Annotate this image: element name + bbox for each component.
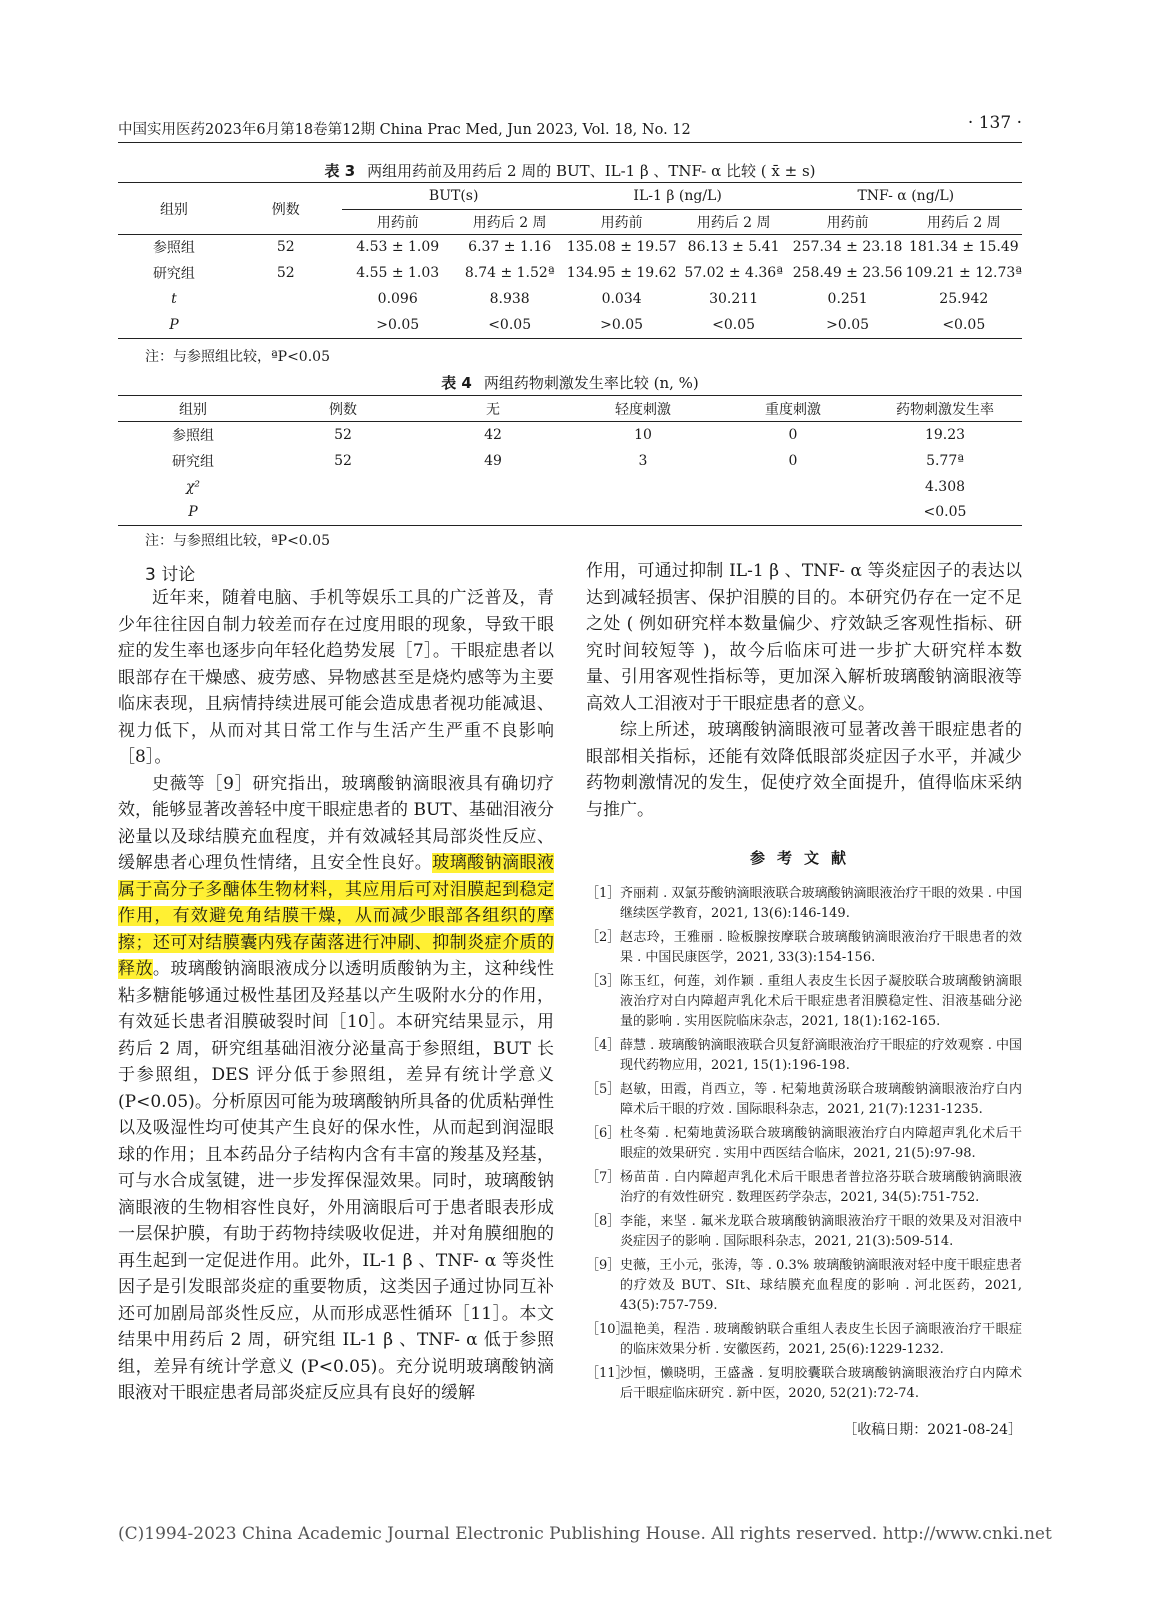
- table4-cell: <0.05: [923, 504, 967, 521]
- table3-cell: <0.05: [942, 316, 986, 333]
- table3-cell: 0.034: [601, 291, 642, 307]
- list-item: [586, 1320, 1022, 1360]
- list-item: [586, 1080, 1022, 1120]
- section-title: 3 讨论: [145, 565, 196, 585]
- ref-num: ［7］: [586, 1170, 621, 1185]
- header-rule: [118, 142, 1022, 143]
- list-item: [586, 1256, 1022, 1316]
- list-item: [586, 1364, 1022, 1404]
- table3-cell: 4.55 ± 1.03: [356, 265, 440, 281]
- table3-cell: >0.05: [376, 316, 420, 333]
- table3-row-label: t: [171, 291, 177, 307]
- table3-cell: 4.53 ± 1.09: [356, 239, 440, 256]
- ref-num: ［1］: [586, 886, 621, 901]
- ref-num: ［3］: [586, 974, 621, 989]
- table3-cell: 52: [276, 239, 295, 256]
- table3-sub: 用药前: [376, 214, 419, 231]
- table3-cell: 30.211: [709, 291, 759, 307]
- table3-title: 两组用药前及用药后 2 周的 BUT、IL-1 β 、TNF- α 比较 ( x̄ ± s): [367, 162, 816, 180]
- list-item: [586, 1124, 1022, 1164]
- table3-cell: 135.08 ± 19.57: [566, 239, 677, 256]
- table3-col-n: 例数: [271, 201, 300, 218]
- references-title: 参考文献: [749, 849, 858, 867]
- table3-cell: 8.938: [489, 291, 530, 307]
- table3-cell: 258.49 ± 23.56: [792, 265, 903, 281]
- table4-cell: 49: [484, 452, 502, 469]
- table4-cell: 0: [788, 452, 798, 469]
- table4-row-label: P: [188, 504, 198, 521]
- table4-cell: [418, 474, 568, 500]
- copyright-footer: (C)1994-2023 China Academic Journal Electronic Publishing House. All rights reserved. http://www.cnki.net: [118, 1524, 1052, 1544]
- table4-header: 例数: [329, 401, 357, 418]
- table4-row-label: χ²: [185, 478, 201, 495]
- table4-cell: [268, 500, 418, 526]
- table4-cell: [268, 474, 418, 500]
- table4-cell: 10: [634, 426, 652, 443]
- paragraph-text: 史薇等［9］研究指出，玻璃酸钠滴眼液具有确切疗效，能够显著改善轻中度干眼症患者的 BUT、基础泪液分泌量以及球结膜充血程度，并有效减轻其局部炎性反应、缓解患者心理负性情绪，且安全性良好。: [118, 773, 554, 873]
- table3-cell: <0.05: [712, 316, 756, 333]
- table3-caption: [118, 160, 1022, 181]
- table-row: [118, 500, 1022, 526]
- table4-cell: 52: [334, 426, 352, 443]
- table4-cell: [568, 474, 718, 500]
- table3-col-group: 组别: [159, 201, 188, 218]
- table3: [118, 184, 1022, 339]
- table3-cell: 25.942: [939, 291, 989, 307]
- ref-text: 杨苗苗 . 白内障超声乳化术后干眼患者普拉洛芬联合玻璃酸钠滴眼液治疗的有效性研究 . 数理医药学杂志，2021, 34(5):751-752.: [620, 1170, 1022, 1205]
- table3-group-il1b: IL-1 β (ng/L): [566, 184, 790, 209]
- table4-row-label: 参照组: [172, 427, 214, 444]
- table3-cell: 0.096: [377, 291, 418, 307]
- table3-cell: [230, 286, 342, 312]
- table-row: [118, 260, 1022, 286]
- paragraph: [118, 771, 554, 1407]
- ref-text: 赵志玲，王雅丽 . 睑板腺按摩联合玻璃酸钠滴眼液治疗干眼患者的效果 . 中国民康医学，2021, 33(3):154-156.: [620, 930, 1022, 965]
- ref-text: 史薇，王小元，张涛，等 . 0.3% 玻璃酸钠滴眼液对轻中度干眼症患者的疗效及 BUT、SIt、球结膜充血程度的影响 . 河北医药，2021, 43(5):757-759.: [620, 1258, 1022, 1313]
- table-row: [118, 234, 1022, 260]
- table4-note: 注：与参照组比较，ªP<0.05: [145, 533, 330, 549]
- table3-cell: 8.74 ± 1.52ª: [464, 265, 555, 281]
- paragraph-text: 。玻璃酸钠滴眼液成分以透明质酸钠为主，这种线性粘多糖能够通过极性基团及羟基以产生吸附水分的作用，有效延长患者泪膜破裂时间［10］。本研究结果显示，用药后 2 周，研究组基础泪液分泌量高于参照组，BUT 长于参照组，DES 评分低于参照组，差异有统计学意义 (P<0.05)。分析原因可能为玻璃酸钠所具备的优质粘弹性以及吸湿性均可使其产生良好的保水性，从而起到润湿眼球的作用；且本药品分子结构内含有丰富的羧基及羟基，可与水合成氢键，进一步发挥保湿效果。同时，玻璃酸钠滴眼液的生物相容性良好，外用滴眼后可于患者眼表形成一层保护膜，有助于药物持续吸收促进，并对角膜细胞的再生起到一定促进作用。此外，IL-1 β 、TNF- α 等炎性因子是引发眼部炎症的重要物质，这类因子通过协同互补还可加剧局部炎性反应，从而形成恶性循环［11］。本文结果中用药后 2 周，研究组 IL-1 β 、TNF- α 低于参照组，差异有统计学意义 (P<0.05)。充分说明玻璃酸钠滴眼液对干眼症患者局部炎症反应具有良好的缓解: [118, 959, 555, 1403]
- ref-text: 温艳美，程浩 . 玻璃酸钠联合重组人表皮生长因子滴眼液治疗干眼症的临床效果分析 . 安徽医药，2021, 25(6):1229-1232.: [620, 1322, 1022, 1357]
- table-row: [118, 286, 1022, 312]
- table4-cell: [568, 500, 718, 526]
- table3-cell: <0.05: [488, 316, 532, 333]
- table4-cell: 5.77ª: [926, 452, 964, 469]
- list-item: [586, 1036, 1022, 1076]
- table3-group-but: BUT(s): [342, 184, 566, 209]
- ref-text: 齐丽莉 . 双氯芬酸钠滴眼液联合玻璃酸钠滴眼液治疗干眼的效果 . 中国继续医学教育，2021, 13(6):146-149.: [620, 886, 1022, 921]
- table4-header: 组别: [179, 401, 207, 418]
- table3-cell: 181.34 ± 15.49: [908, 239, 1019, 256]
- ref-num: ［6］: [586, 1126, 621, 1141]
- table4-header: 轻度刺激: [615, 401, 671, 418]
- table4-cell: [718, 500, 868, 526]
- table4-row-label: 研究组: [172, 453, 214, 470]
- received-date: ［收稿日期：2021-08-24］: [843, 1422, 1022, 1438]
- table3-row-label: 研究组: [152, 266, 195, 282]
- table4-cell: [718, 474, 868, 500]
- table3-cell: 109.21 ± 12.73ª: [905, 265, 1022, 281]
- table3-cell: [230, 312, 342, 338]
- table4-cell: 52: [334, 452, 352, 469]
- ref-text: 杜冬菊 . 杞菊地黄汤联合玻璃酸钠滴眼液治疗白内障超声乳化术后干眼症的效果研究 . 实用中西医结合临床，2021, 21(5):97-98.: [620, 1126, 1022, 1161]
- table3-cell: 0.251: [827, 291, 868, 307]
- table3-cell: >0.05: [826, 316, 870, 333]
- ref-text: 薛慧 . 玻璃酸钠滴眼液联合贝复舒滴眼液治疗干眼症的疗效观察 . 中国现代药物应用，2021, 15(1):196-198.: [620, 1038, 1022, 1073]
- paragraph: 综上所述，玻璃酸钠滴眼液可显著改善干眼症患者的眼部相关指标，还能有效降低眼部炎症因子水平，并减少药物刺激情况的发生，促使疗效全面提升，值得临床采纳与推广。: [586, 720, 1022, 820]
- ref-text: 李能，来坚 . 氟米龙联合玻璃酸钠滴眼液治疗干眼的效果及对泪液中炎症因子的影响 . 国际眼科杂志，2021, 21(3):509-514.: [620, 1214, 1022, 1249]
- ref-num: ［9］: [586, 1258, 621, 1273]
- table3-sub: 用药后 2 周: [696, 214, 771, 231]
- ref-num: ［2］: [586, 930, 621, 945]
- table4-caption: [118, 372, 1022, 393]
- paragraph: 近年来，随着电脑、手机等娱乐工具的广泛普及，青少年往往因自制力较差而存在过度用眼的现象，导致干眼症的发生率也逐步向年轻化趋势发展［7］。干眼症患者以眼部存在干燥感、疲劳感、异物感甚至是烧灼感等为主要临床表现，且病情持续进展可能会造成患者视功能减退、视力低下，从而对其日常工作与生活产生严重不良影响［8］。: [118, 588, 554, 767]
- ref-num: ［5］: [586, 1082, 621, 1097]
- ref-text: 沙恒，懒晓明，王盛盏 . 复明胶囊联合玻璃酸钠滴眼液治疗白内障术后干眼症临床研究 . 新中医，2020, 52(21):72-74.: [620, 1366, 1022, 1401]
- table3-cell: >0.05: [600, 316, 644, 333]
- highlighted-text: 玻璃酸钠滴眼液属于高分子多醣体生物材料，其应用后可对泪膜起到稳定作用，有效避免角结膜干燥，从而减少眼部各组织的摩擦；还可对结膜囊内残存菌落进行冲刷、抑制炎症介质的释放: [118, 853, 554, 979]
- table3-cell: 257.34 ± 23.18: [792, 239, 903, 256]
- right-column: [586, 558, 1022, 823]
- table4-title: 两组药物刺激发生率比较 (n, %): [483, 374, 699, 392]
- ref-num: ［11］: [586, 1366, 629, 1381]
- ref-text: 陈玉红，何莲，刘作颖 . 重组人表皮生长因子凝胶联合玻璃酸钠滴眼液治疗对白内障超声乳化术后干眼症患者泪膜稳定性、泪液基础分泌量的影响 . 实用医院临床杂志，2021, 18(1):162-165.: [620, 974, 1022, 1029]
- table4-cell: [418, 500, 568, 526]
- table3-cell: 57.02 ± 4.36ª: [684, 265, 783, 281]
- references-list: [586, 884, 1022, 1408]
- list-item: [586, 884, 1022, 924]
- ref-text: 赵敏，田霞，肖西立，等 . 杞菊地黄汤联合玻璃酸钠滴眼液治疗白内障术后干眼的疗效 . 国际眼科杂志，2021, 21(7):1231-1235.: [620, 1082, 1022, 1117]
- table3-sub: 用药后 2 周: [472, 214, 547, 231]
- ref-num: ［8］: [586, 1214, 621, 1229]
- list-item: [586, 1212, 1022, 1252]
- table4-header: 重度刺激: [765, 401, 821, 418]
- list-item: [586, 1168, 1022, 1208]
- left-column: [118, 585, 554, 1407]
- table3-sub: 用药前: [600, 214, 643, 231]
- table4-cell: 4.308: [924, 478, 966, 495]
- table4-label: 表 4: [441, 374, 472, 392]
- table3-sub: 用药后 2 周: [926, 214, 1001, 231]
- table-row: [118, 422, 1022, 448]
- ref-num: ［4］: [586, 1038, 621, 1053]
- table4-header: 药物刺激发生率: [896, 401, 994, 418]
- table4-cell: 19.23: [924, 426, 966, 443]
- table3-sub: 用药前: [826, 214, 869, 231]
- paragraph: 作用，可通过抑制 IL-1 β 、TNF- α 等炎症因子的表达以达到减轻损害、保护泪膜的目的。本研究仍存在一定不足之处 ( 例如研究样本数量偏少、疗效缺乏客观性指标、研究时间较短等 )，故今后临床可进一步扩大研究样本数量、引用客观性指标等，更加深入解析玻璃酸钠滴眼液等高效人工泪液对于干眼症患者的意义。: [586, 561, 1022, 714]
- list-item: [586, 972, 1022, 1032]
- running-header: 中国实用医药2023年6月第18卷第12期 China Prac Med, Jun 2023, Vol. 18, No. 12: [118, 122, 691, 138]
- table4-header: 无: [486, 401, 500, 418]
- table3-cell: 86.13 ± 5.41: [687, 239, 780, 256]
- table-row: [118, 474, 1022, 500]
- table4-cell: 42: [484, 426, 502, 443]
- table4: [118, 395, 1022, 526]
- table3-row-label: 参照组: [152, 240, 195, 257]
- table-row: [118, 448, 1022, 474]
- table3-cell: 6.37 ± 1.16: [468, 239, 552, 256]
- table3-cell: 52: [276, 265, 295, 281]
- table3-note: 注：与参照组比较，ªP<0.05: [145, 349, 330, 365]
- table3-top-rule: [118, 182, 1022, 183]
- table3-label: 表 3: [324, 162, 356, 180]
- ref-num: ［10］: [586, 1322, 629, 1337]
- table4-cell: 0: [788, 426, 798, 443]
- table3-group-tnfa: TNF- α (ng/L): [790, 184, 1022, 209]
- list-item: [586, 928, 1022, 968]
- table3-row-label: P: [169, 316, 179, 333]
- table-row: [118, 312, 1022, 338]
- table3-cell: 134.95 ± 19.62: [566, 265, 677, 281]
- page-number: · 137 ·: [967, 113, 1022, 133]
- table4-cell: 3: [638, 452, 648, 469]
